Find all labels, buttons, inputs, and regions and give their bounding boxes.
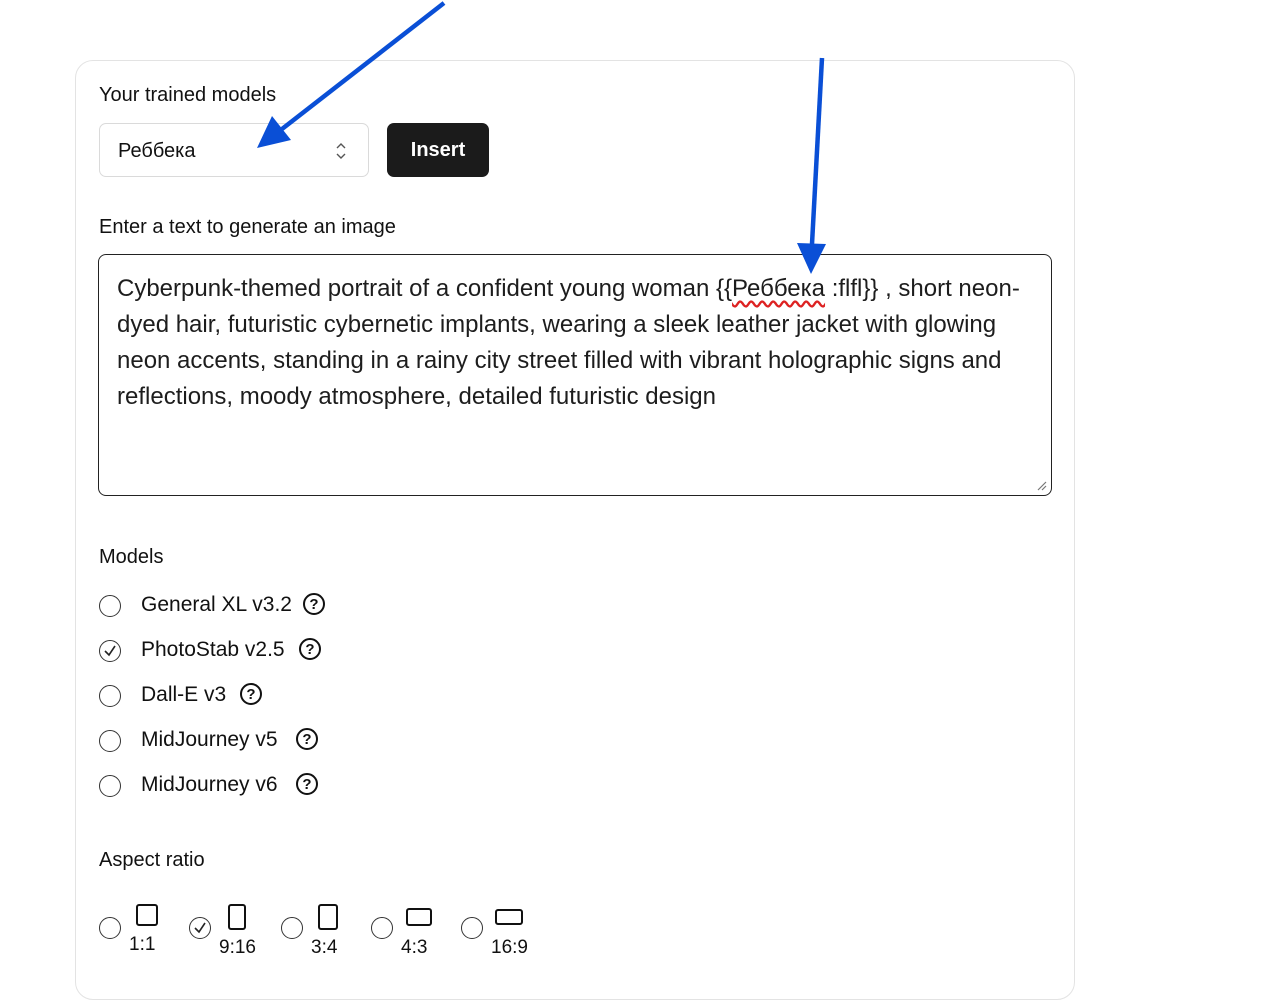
radio-button[interactable] xyxy=(99,730,121,752)
aspect-option-9-16[interactable] xyxy=(189,903,269,963)
prompt-textarea[interactable] xyxy=(98,254,1052,496)
models-label: Models xyxy=(99,546,164,568)
prompt-text-before: Cyberpunk-themed portrait of a confident young woman {{ xyxy=(117,275,733,302)
check-icon xyxy=(193,921,207,935)
trained-models-label: Your trained models xyxy=(99,84,277,106)
aspect-option-label: 9:16 xyxy=(219,937,256,958)
radio-button-checked[interactable] xyxy=(99,640,121,662)
radio-button[interactable] xyxy=(99,775,121,797)
model-option-label: MidJourney v6 xyxy=(141,773,278,796)
chevron-updown-icon xyxy=(334,140,348,162)
radio-button[interactable] xyxy=(371,917,393,939)
aspect-option-3-4[interactable] xyxy=(281,903,351,963)
prompt-label: Enter a text to generate an image xyxy=(99,216,396,238)
generator-card xyxy=(75,60,1075,1000)
radio-button[interactable] xyxy=(461,917,483,939)
aspect-option-label: 1:1 xyxy=(129,934,156,955)
wide-ratio-icon xyxy=(495,909,523,925)
help-icon[interactable]: ? xyxy=(296,728,318,750)
model-option-label: General XL v3.2 xyxy=(141,593,292,616)
portrait-ratio-icon xyxy=(228,904,246,930)
landscape-ratio-icon xyxy=(406,908,432,926)
aspect-option-4-3[interactable] xyxy=(371,903,441,963)
radio-button[interactable] xyxy=(281,917,303,939)
radio-button[interactable] xyxy=(99,595,121,617)
resize-handle-icon[interactable] xyxy=(1035,479,1047,491)
radio-button[interactable] xyxy=(99,685,121,707)
aspect-ratio-label: Aspect ratio xyxy=(99,849,205,871)
prompt-token-misspelled: Реббека xyxy=(732,275,826,302)
help-icon[interactable]: ? xyxy=(240,683,262,705)
portrait-ratio-icon xyxy=(318,904,338,930)
trained-model-select[interactable] xyxy=(99,123,369,177)
check-icon xyxy=(103,644,117,658)
radio-button-checked[interactable] xyxy=(189,917,211,939)
aspect-option-label: 4:3 xyxy=(401,937,428,958)
model-option-label: Dall-E v3 xyxy=(141,683,227,706)
trained-model-selected-value: Реббека xyxy=(118,140,196,162)
square-ratio-icon xyxy=(136,904,158,926)
aspect-option-label: 3:4 xyxy=(311,937,338,958)
radio-button[interactable] xyxy=(99,917,121,939)
prompt-text-after: :flfl}} , short neon-dyed hair, futuristic cybernetic implants, wearing a sleek leather jacket with glowing neon accents, standing in a rainy city street filled with vibrant holographic signs and reflections, moody atmosphere, detailed futuristic design xyxy=(117,275,1020,410)
help-icon[interactable]: ? xyxy=(303,593,325,615)
model-option-label: MidJourney v5 xyxy=(141,728,278,751)
aspect-option-1-1[interactable] xyxy=(99,903,169,963)
help-icon[interactable]: ? xyxy=(299,638,321,660)
model-option-label: PhotoStab v2.5 xyxy=(141,638,285,661)
aspect-option-label: 16:9 xyxy=(491,937,528,958)
help-icon[interactable]: ? xyxy=(296,773,318,795)
insert-button[interactable]: Insert xyxy=(387,123,489,177)
aspect-option-16-9[interactable] xyxy=(461,903,541,963)
